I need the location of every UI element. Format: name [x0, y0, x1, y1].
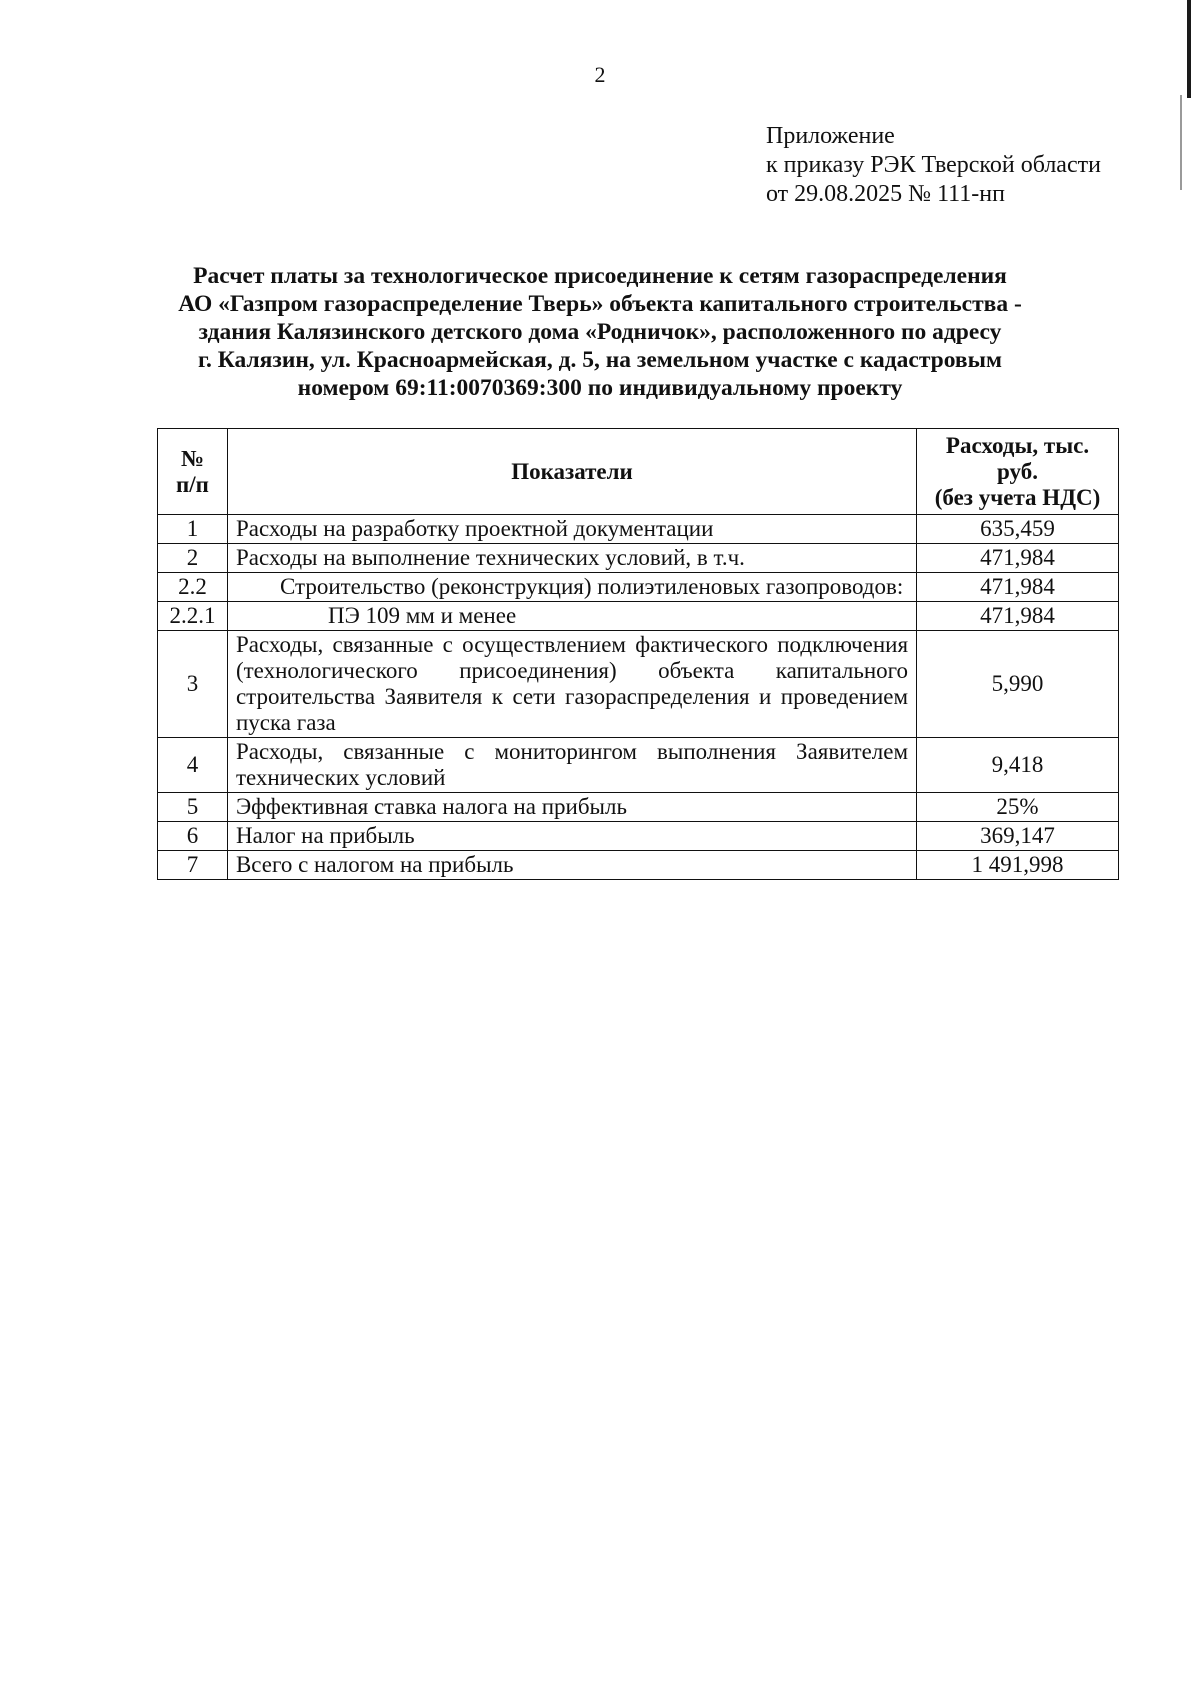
table-row — [158, 738, 1119, 793]
row-number: 2.2 — [158, 573, 228, 602]
header-cost-line-1: Расходы, тыс. — [945, 432, 1090, 458]
table-row — [158, 515, 1119, 544]
appendix-line-2: к приказу РЭК Тверской области — [766, 152, 1101, 178]
row-value: 369,147 — [917, 822, 1119, 851]
row-indicator: Расходы на выполнение технических условий, в т.ч. — [227, 544, 916, 573]
row-indicator: Расходы, связанные с мониторингом выполнения Заявителем технических условий — [227, 738, 916, 793]
row-number: 1 — [158, 515, 228, 544]
row-number: 2.2.1 — [158, 602, 228, 631]
cost-table — [157, 428, 1119, 880]
row-indicator: Налог на прибыль — [227, 822, 916, 851]
document-title — [150, 262, 1050, 402]
table-row — [158, 573, 1119, 602]
page-number: 2 — [594, 62, 606, 87]
row-indicator: ПЭ 109 мм и менее — [227, 602, 916, 631]
row-value: 1 491,998 — [917, 851, 1119, 880]
appendix-line-3: от 29.08.2025 № 111-нп — [766, 181, 1005, 207]
row-value: 5,990 — [917, 631, 1119, 738]
row-indicator: Эффективная ставка налога на прибыль — [227, 793, 916, 822]
header-number — [158, 429, 228, 515]
scan-edge-mark-faint — [1180, 95, 1182, 190]
row-value: 635,459 — [917, 515, 1119, 544]
row-value: 25% — [917, 793, 1119, 822]
row-number: 7 — [158, 851, 228, 880]
title-line-1: Расчет платы за технологическое присоединение к сетям газораспределения — [193, 263, 1007, 289]
title-line-4: г. Калязин, ул. Красноармейская, д. 5, на земельном участке с кадастровым — [198, 347, 1002, 373]
table-row — [158, 851, 1119, 880]
appendix-note — [766, 122, 1101, 209]
header-indicator: Показатели — [227, 429, 916, 515]
row-indicator: Расходы на разработку проектной документации — [227, 515, 916, 544]
table-row — [158, 544, 1119, 573]
row-value: 9,418 — [917, 738, 1119, 793]
header-cost — [917, 429, 1119, 515]
header-number-line-1: № — [180, 445, 205, 471]
row-indicator: Строительство (реконструкция) полиэтиленовых газопроводов: — [227, 573, 916, 602]
row-number: 5 — [158, 793, 228, 822]
table-header-row — [158, 429, 1119, 515]
table-row — [158, 793, 1119, 822]
row-value: 471,984 — [917, 544, 1119, 573]
row-value: 471,984 — [917, 602, 1119, 631]
row-indicator: Всего с налогом на прибыль — [227, 851, 916, 880]
title-line-5: номером 69:11:0070369:300 по индивидуальному проекту — [297, 375, 903, 401]
row-value: 471,984 — [917, 573, 1119, 602]
row-indicator: Расходы, связанные с осуществлением фактического подключения (технологического присоединения) объекта капитального строительства Заявителя к сети газораспределения и проведением пуска газа — [227, 631, 916, 738]
header-cost-line-3: (без учета НДС) — [934, 484, 1101, 510]
row-number: 3 — [158, 631, 228, 738]
header-number-line-2: п/п — [176, 471, 209, 497]
title-line-2: АО «Газпром газораспределение Тверь» объекта капитального строительства - — [178, 291, 1022, 317]
header-cost-line-2: руб. — [997, 458, 1038, 484]
title-line-3: здания Калязинского детского дома «Родничок», расположенного по адресу — [198, 319, 1002, 345]
appendix-line-1: Приложение — [766, 123, 895, 149]
row-number: 6 — [158, 822, 228, 851]
table-row — [158, 602, 1119, 631]
row-number: 4 — [158, 738, 228, 793]
table-row — [158, 822, 1119, 851]
row-number: 2 — [158, 544, 228, 573]
table-row — [158, 631, 1119, 738]
